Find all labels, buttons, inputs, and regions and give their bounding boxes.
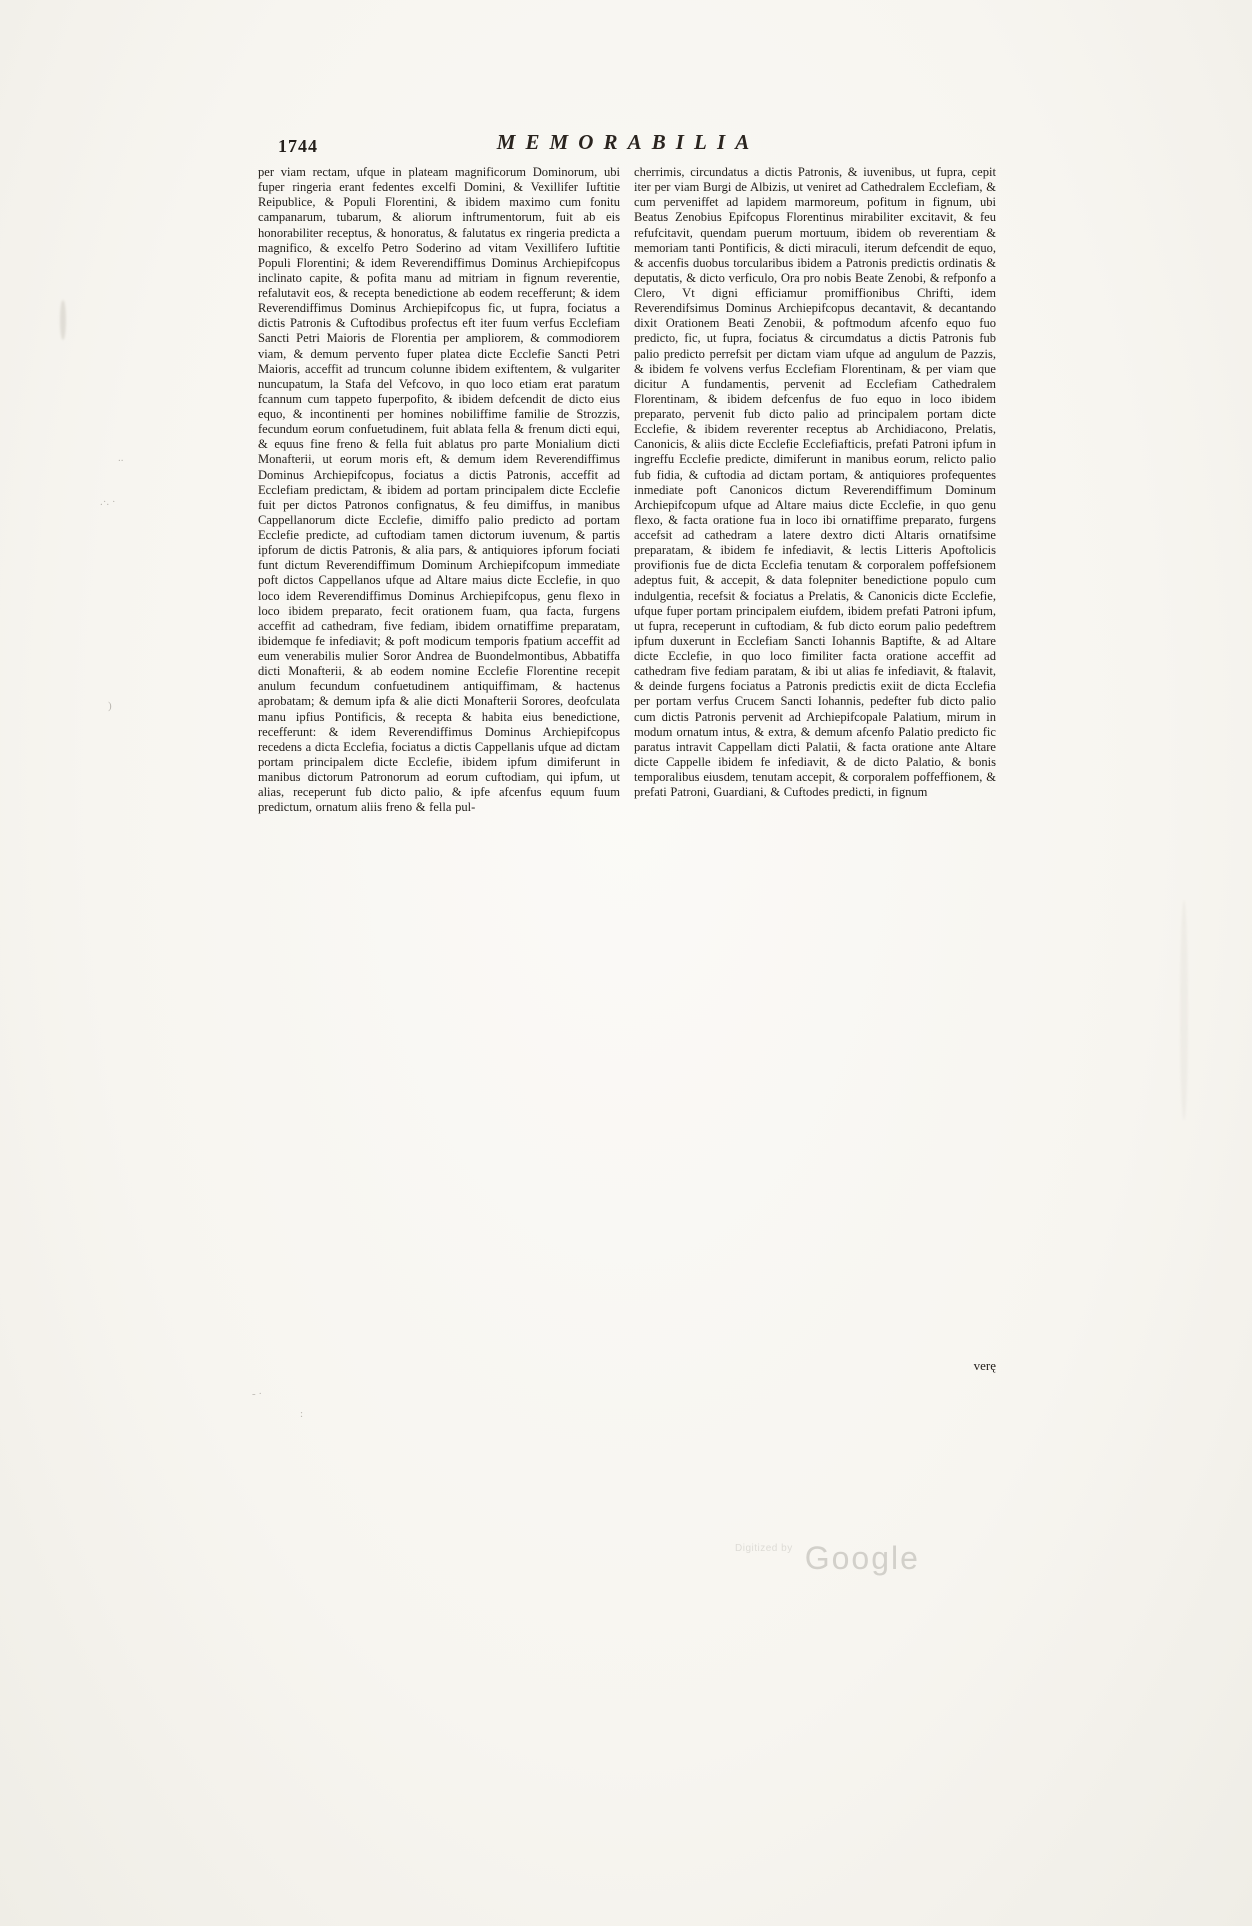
scan-artifact: - · (252, 1388, 263, 1400)
watermark-google-logo: Google (804, 1540, 920, 1576)
watermark (735, 1540, 1035, 1588)
page-header (258, 130, 998, 156)
scan-artifact: ) (108, 700, 112, 712)
watermark-digitized-text: Digitized by (735, 1543, 793, 1554)
scan-smudge (1180, 900, 1188, 1120)
catchword: verę (973, 1358, 996, 1373)
text-column-right: cherrimis, circundatus a dictis Patronis, & iuvenibus, ut fupra, cepit iter per viam Burgi de Albizis, ut veniret ad Cathedralem Ecclefiam, & cum perveniffet ad lapidem marmoreum, pofitum in fignum, ubi Beatus Zenobius Epifcopus Florentinus mirabiliter excitavit, & feu refufcitavit, quendam puerum mortuum, ibidem ob reverentiam & memoriam tanti Pontificis, & dicti miraculi, iterum defcendit de equo, & accenfis duobus torcularibus ibidem a Patronis predictis ordinatis & deputatis, & dicto verficulo, Ora pro nobis Beate Zenobi, & refponfo a Clero, Vt digni efficiamur promiffionibus Chrifti, idem Reverendifsimus Dominus Archiepifcopus decantavit, & decantando dixit Orationem Beati Zenobii, & poftmodum afcenfo equo fuo predicto, fic, ut fupra, fociatus & circumdatus a dictis Patronis fub palio predicto perrefsit per dictam viam ufque ad angulum de Pazzis, & ibidem fe volvens verfus Ecclefiam Florentinam, & per viam que dicitur A fundamentis, pervenit ad Ecclefiam Cathedralem Florentinam, & ibidem defcenfus de fuo equo in loco ibidem preparato, pervenit fub dicto palio ad principalem portam dicte Ecclefie, & ibidem reverenter receptus ab Archidiacono, Prelatis, Canonicis, & aliis dicte Ecclefie Ecclefiafticis, prefati Patroni ipfum in ingreffu Ecclefie predicte, dimiferunt in manibus eorum, relicto palio fub fidia, & cuftodia ad dictam portam, & antiquiores profequentes inmediate poft Canonicos dictum Reverendiffimum Dominum Archiepifcopum ufque ad Altare maius dicte Ecclefie, in quo genu flexo, & facta oratione fua in loco ibi ornatiffime preparato, furgens accefsit ad cathedram a latere dextro dicti Altaris ornatifsime preparatam, & ibidem fe infediavit, & lectis Litteris Apoftolicis provifionis fue de dicta Ecclefia tenutam & corporalem poffefsionem adeptus fuit, & accepit, & data folepniter benedictione populo cum indulgentia, recefsit & fociatus a Prelatis, & Canonicis dicte Ecclefie, ufque fuper portam principalem eiufdem, ibidem prefati Patroni ipfum, ut fupra, receperunt in cuftodiam, & fub dicto eorum palio pedeftrem ipfum duxerunt in Ecclefiam Sancti Iohannis Baptifte, & ad Altare dicte Ecclefie, in quo loco fimiliter facta oratione acceffit ad cathedram five fediam paratam, & ibi ut alias fe infediavit, & ftalavit, & deinde furgens fociatus a Patronis predictis exiit de dicta Ecclefia per portam verfus Crucem Sancti Iohannis, pedefter fub dicto palio cum dictis Patronis pervenit ad Archiepifcopale Palatium, mirum in modum ornatum intus, & extra, & demum afcenfo Palatio predicto fic paratus intravit Cappellam dicti Palatii, & facta oratione ante Altare dicte Cappelle ibidem fe infediavit, & de dicto Palatio, & bonis temporalibus eiusdem, tenutam accepit, & corporalem poffeffionem, & prefati Patroni, Guardiani, & Cuftodes predicti, in fignum (634, 165, 996, 800)
page-title: MEMORABILIA (496, 130, 760, 154)
scan-smudge (60, 300, 66, 340)
scan-artifact: : (300, 1408, 304, 1420)
text-column-left: per viam rectam, ufque in plateam magnificorum Dominorum, ubi fuper ringeria erant fedentes excelfi Domini, & Vexillifer Iuftitie Reipublice, & Populi Florentini, & ibidem maximo cum fonitu campanarum, tubarum, & aliorum inftrumentorum, fuit ab eis honorabiliter receptus, & honoratus, & falutatus ex ringeria predicta a magnifico, & excelfo Petro Soderino ad vitam Vexillifero Iuftitie Populi Florentini; & idem Reverendiffimus Dominus Archiepifcopus inclinato capite, & pofita manu ad mitriam in fignum reverentie, refalutavit eos, & recepta benedictione ab eodem recefferunt; & idem Reverendiffimus Dominus Archiepifcopus fic, ut fupra, fociatus a dictis Patronis & Cuftodibus profectus eft iter fuum verfus Ecclefiam Sancti Petri Maioris de Florentia per ampliorem, & commodiorem viam, & demum pervento fuper platea dicte Ecclefie Sancti Petri Maioris, acceffit ad truncum colunne ibidem exiftentem, & vulgariter nuncupatum, la Stafa del Vefcovo, in quo loco etiam erat paratum fcannum cum tappeto fuperpofito, & ibidem defcendit de dicto eius equo, & incontinenti per homines nobiliffime familie de Strozzis, fecundum eorum confuetudinem, fuit ablata fella & frenum dicti equi, & equus fine freno & fella fuit ablatus pro parte Monialium dicti Monafterii, ut eorum moris eft, & demum idem Reverendiffimus Dominus Archiepifcopus, fociatus a dictis Patronis, acceffit ad Ecclefiam predictam, & ibidem ad portam principalem dicte Ecclefie fuit per dictos Patronos confignatus, & feu dimiffus, in manibus Cappellanorum dicte Ecclefie, dimiffo palio predicto ad portam Ecclefie predicte, ad cuftodiam tamen dictorum iuvenum, & partis ipforum de dictis Patronis, & alia pars, & antiquiores ipforum fociati funt dictum Reverendiffimum Dominum Archiepifcopum immediate poft dictos Cappellanos ufque ad Altare maius dicte Ecclefie, in quo loco idem Reverendiffimus Dominus Archiepifcopus, genu flexo in loco ibidem preparato, fecit orationem fuam, qua facta, furgens acceffit ad cathedram, five fediam, ibidem ornatiffime preparatam, ibidemque fe infediavit; & poft modicum temporis fpatium acceffit ad eum venerabilis mulier Soror Andrea de Buondelmontibus, Abbatiffa dicti Monafterii, & ab eodem nomine Ecclefie Florentine recepit anulum fecundum confuetudinem antiquiffimam, & hactenus aprobatam; & demum ipfa & alie dicti Monafterii Sorores, deofculata manu ipfius Pontificis, & recepta & habita eius benedictione, recefferunt: & idem Reverendiffimus Dominus Archiepifcopus recedens a dicta Ecclefia, fociatus a dictis Cappellanis ufque ad dictam portam principalem dicte Ecclefie, ibidem ipfum dimiferunt in manibus dictorum Patronorum ad eorum cuftodiam, qui ipfum, ut alias, receperunt fub dicto palio, & ipfe afcenfus equum fuum predictum, ornatum aliis freno & fella pul- (258, 165, 620, 815)
scan-artifact: .·. · (100, 496, 116, 508)
scan-artifact: .. (118, 452, 124, 464)
page-number: 1744 (278, 136, 318, 156)
